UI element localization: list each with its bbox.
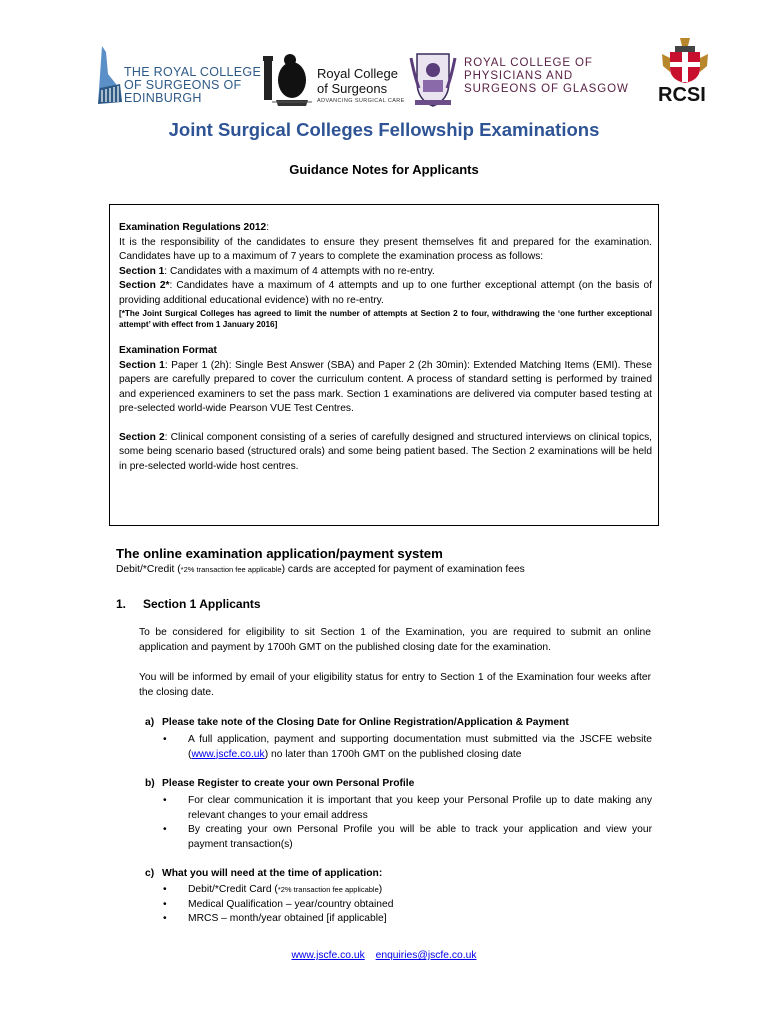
glasgow-college-name: ROYAL COLLEGE OF PHYSICIANS AND SURGEONS OF GLASGOW — [464, 57, 629, 96]
subsection-c-list — [162, 883, 652, 927]
england-college-name: Royal College of Surgeons — [317, 66, 398, 96]
footer-email-link[interactable]: enquiries@jscfe.co.uk — [375, 950, 477, 961]
logo-england — [262, 50, 314, 108]
regulations-heading: Examination Regulations 2012: — [119, 222, 270, 233]
footer-website-link[interactable]: www.jscfe.co.uk — [291, 950, 365, 961]
section-1-heading: 1. Section 1 Applicants — [116, 597, 261, 611]
subsection-a-list — [162, 733, 652, 762]
edinburgh-crest-icon — [96, 44, 124, 106]
england-crest-icon — [262, 50, 314, 108]
glasgow-crest-icon — [407, 48, 459, 108]
subsection-c-heading: c) What you will need at the time of application: — [145, 868, 383, 879]
format-section-1: Section 1: Paper 1 (2h): Single Best Answer (SBA) and Paper 2 (2h 30min): Extended Matching Items (EMI). These papers are carefully prepared to cover the curriculum content. A process of standard setting is performed by trained and experienced examiners to set the pass mark. Section 1 examinations are delivered via computer based testing at pre-selected world-wide Pearson VUE Test Centres. — [119, 359, 653, 414]
subsection-a-heading: a) Please take note of the Closing Date for Online Registration/Application & Payment — [145, 717, 569, 728]
page-subtitle: Guidance Notes for Applicants — [289, 162, 479, 177]
subsection-b-heading: b) Please Register to create your own Personal Profile — [145, 778, 415, 789]
debit-credit-note: Debit/*Credit (*2% transaction fee applicable) cards are accepted for payment of examination fees — [116, 564, 525, 575]
online-system-heading: The online examination application/payment system — [116, 546, 443, 561]
logo-glasgow — [407, 48, 459, 108]
regulation-section-1: Section 1: Candidates with a maximum of 4 attempts with no re-entry. — [119, 265, 435, 277]
format-heading: Examination Format — [119, 345, 217, 356]
rcsi-crest-icon — [660, 36, 710, 84]
list-item: • Medical Qualification – year/country obtained — [162, 898, 652, 913]
regulation-section-2: Section 2*: Candidates have a maximum of 4 attempts and up to one further exceptional attempt (on the basis of providing additional educational evidence) with no re-entry. — [119, 280, 652, 306]
section-1-paragraph-1: To be considered for eligibility to sit Section 1 of the Examination, you are required to submit an online application and payment by 1700h GMT on the published closing date for the examination. — [139, 627, 651, 653]
format-section-2: Section 2: Clinical component consisting of a series of carefully designed and structured interviews on clinical topics, some being scenario based (structured orals) and some being patient based. The Section 2 examinations will be held in pre-selected world-wide host centres. — [119, 431, 652, 472]
list-item: • MRCS – month/year obtained [if applicable] — [162, 912, 652, 927]
regulation-note: [*The Joint Surgical Colleges has agreed to limit the number of attempts at Section 2 to four, withdrawing the ‘one further exceptional attempt’ with effect from 1 January 2016] — [119, 309, 652, 329]
list-item: • By creating your own Personal Profile you will be able to track your application and view your payment transaction(s) — [162, 823, 652, 852]
jscfe-website-link[interactable]: www.jscfe.co.uk — [191, 748, 265, 760]
regulations-paragraph: It is the responsibility of the candidates to ensure they present themselves fit and prepared for the examination. Candidates have up to a maximum of 7 years to complete the examination process as follows: — [119, 236, 652, 262]
edinburgh-college-name: THE ROYAL COLLEGE OF SURGEONS OF EDINBURGH — [124, 65, 262, 106]
section-1-paragraph-2: You will be informed by email of your eligibility status for entry to Section 1 of the Examination four weeks after the closing date. — [139, 672, 651, 698]
rcsi-name: RCSI — [658, 84, 706, 106]
page-title: Joint Surgical Colleges Fellowship Examinations — [168, 119, 600, 140]
list-item: • Debit/*Credit Card (*2% transaction fee applicable) — [162, 883, 652, 898]
regulations-box — [109, 204, 659, 526]
logo-rcsi — [660, 36, 710, 84]
footer — [0, 950, 768, 961]
list-item: • For clear communication it is important that you keep your Personal Profile up to date making any relevant changes to your email address — [162, 794, 652, 823]
england-tagline: ADVANCING SURGICAL CARE — [317, 98, 405, 104]
list-item: • A full application, payment and supporting documentation must submitted via the JSCFE website (www.jscfe.co.uk) no later than 1700h GMT on the published closing date — [162, 733, 652, 762]
subsection-b-list — [162, 794, 652, 852]
